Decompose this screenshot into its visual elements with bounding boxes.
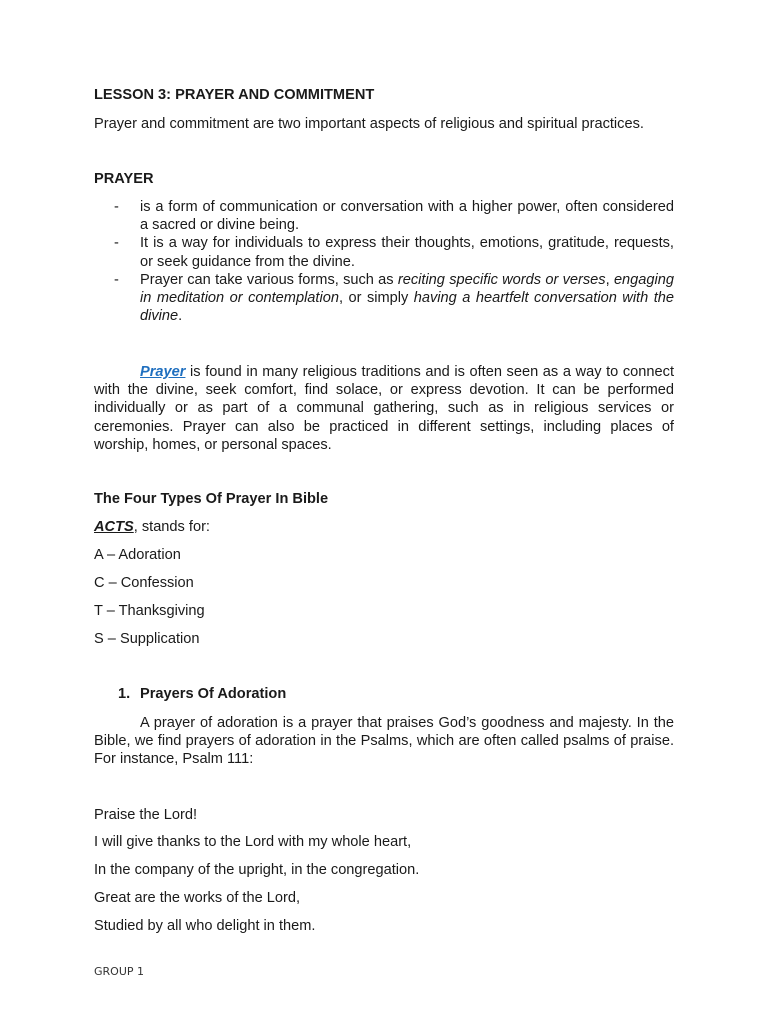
acronym-item: C – Confession bbox=[94, 575, 194, 591]
psalm-line: Studied by all who delight in them. bbox=[94, 918, 316, 934]
acts-line bbox=[94, 519, 210, 535]
adoration-paragraph: A prayer of adoration is a prayer that praises God’s goodness and majesty. In the Bible, we find prayers of adoration in the Psalms, which are often called psalms of praise. For instance, Psalm 111: bbox=[94, 715, 674, 768]
bullet-italic-phrase: engaging in meditation or contemplation bbox=[140, 271, 674, 307]
prayer-paragraph bbox=[94, 363, 674, 454]
bullet-text: , or simply bbox=[338, 290, 414, 307]
bullet-item bbox=[114, 198, 674, 234]
psalm-line: In the company of the upright, in the congregation. bbox=[94, 862, 420, 878]
bullet-text: is a form of communication or conversation with a higher power, often considered a sacred or divine being. bbox=[140, 199, 674, 234]
bullet-text: Prayer can take various forms, such as bbox=[140, 271, 398, 288]
bullet-text: , bbox=[605, 271, 614, 288]
intro-text: Prayer and commitment are two important aspects of religious and spiritual practices. bbox=[94, 116, 644, 132]
bullet-dash: - bbox=[114, 271, 119, 288]
section-heading: Prayers Of Adoration bbox=[140, 686, 287, 702]
acts-rest: , stands for: bbox=[133, 519, 210, 535]
paragraph-text: is found in many religious traditions and is often seen as a way to connect with the divine, seek comfort, find solace, or express devotion. It can be performed individually or as part of a communal gathering, such as in religious services or ceremonies. Prayer can also be practiced in different settings, including places of worship, homes, or personal spaces. bbox=[94, 364, 674, 453]
acronym-item: S – Supplication bbox=[94, 631, 200, 647]
bullet-italic-phrase: reciting specific words or verses bbox=[397, 271, 606, 288]
section-number: 1. bbox=[118, 686, 131, 702]
prayer-bullet-list bbox=[114, 198, 674, 325]
bullet-italic-phrase: having a heartfelt conversation with the divine bbox=[140, 290, 674, 325]
psalm-line: Praise the Lord! bbox=[94, 807, 198, 823]
prayer-heading: PRAYER bbox=[94, 171, 154, 187]
bullet-item bbox=[114, 234, 674, 270]
psalm-line: I will give thanks to the Lord with my whole heart, bbox=[94, 834, 412, 850]
acronym-item: T – Thanksgiving bbox=[94, 603, 205, 619]
page-footer: GROUP 1 bbox=[94, 965, 145, 978]
acronym-item: A – Adoration bbox=[94, 547, 181, 563]
four-types-heading: The Four Types Of Prayer In Bible bbox=[94, 491, 329, 507]
bullet-dash: - bbox=[114, 199, 119, 215]
prayer-link[interactable]: Prayer bbox=[140, 364, 186, 380]
lesson-title: LESSON 3: PRAYER AND COMMITMENT bbox=[94, 87, 375, 103]
bullet-item bbox=[114, 271, 674, 326]
psalm-line: Great are the works of the Lord, bbox=[94, 890, 301, 906]
bullet-text: . bbox=[178, 308, 183, 325]
bullet-text: It is a way for individuals to express their thoughts, emotions, gratitude, requests, or seek guidance from the divine. bbox=[140, 235, 674, 270]
acts-word: ACTS bbox=[94, 519, 134, 535]
bullet-dash: - bbox=[114, 235, 119, 252]
